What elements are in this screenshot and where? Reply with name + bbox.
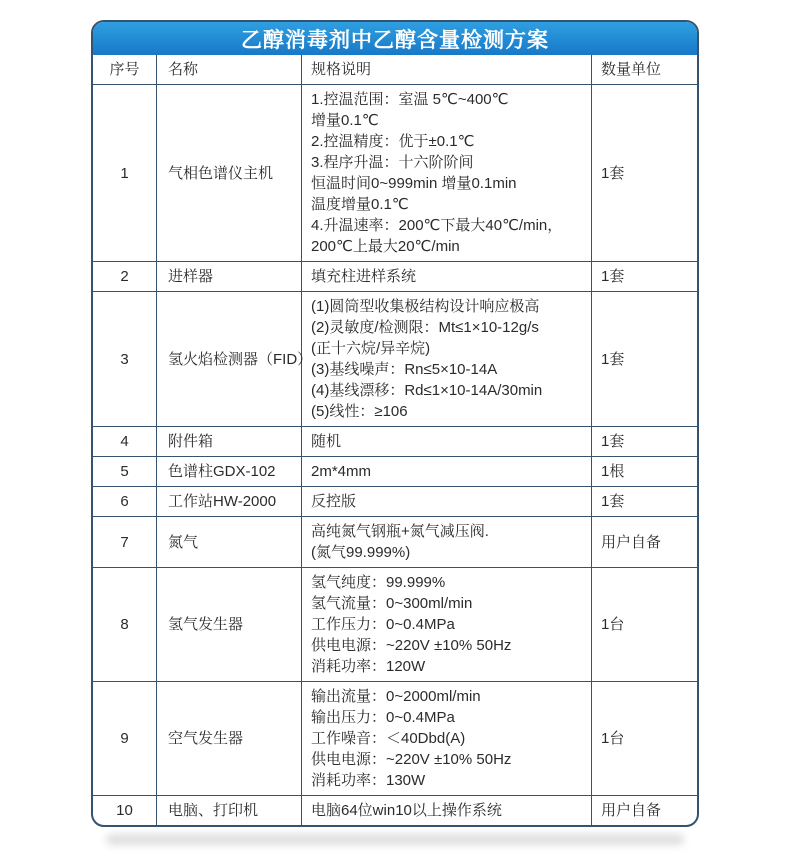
spec-line: 电脑64位win10以上操作系统 bbox=[311, 802, 502, 819]
row-qty-cell: 用户自备 bbox=[601, 802, 662, 819]
table-row bbox=[93, 456, 697, 486]
spec-line: 3.程序升温：十六阶阶间 bbox=[311, 154, 474, 171]
row-spec-cell bbox=[302, 487, 592, 516]
row-name-cell: 色谱柱GDX-102 bbox=[156, 457, 302, 486]
table-body bbox=[93, 84, 697, 825]
spec-line: 恒温时间0~999min 增量0.1min bbox=[311, 175, 517, 192]
table-row bbox=[93, 261, 697, 291]
spec-line: 增量0.1℃ bbox=[311, 112, 379, 129]
row-number-cell: 3 bbox=[120, 350, 129, 368]
spec-line: 供电电源：~220V ±10% 50Hz bbox=[311, 751, 512, 768]
spec-line: 2m*4mm bbox=[311, 463, 372, 480]
row-number-cell: 7 bbox=[120, 533, 129, 551]
table-row bbox=[93, 795, 697, 825]
row-qty-cell: 1根 bbox=[601, 463, 625, 480]
table-title: 乙醇消毒剂中乙醇含量检测方案 bbox=[93, 22, 697, 55]
row-spec-cell bbox=[302, 427, 592, 456]
row-name-cell: 氮气 bbox=[156, 517, 302, 567]
table-row bbox=[93, 291, 697, 426]
row-number-cell: 10 bbox=[116, 802, 133, 819]
spec-line: 工作压力：0~0.4MPa bbox=[311, 616, 455, 633]
table-row bbox=[93, 681, 697, 795]
row-spec-cell bbox=[302, 568, 592, 681]
spec-table bbox=[91, 20, 699, 827]
row-qty-cell: 1套 bbox=[601, 433, 625, 450]
row-name-cell: 工作站HW-2000 bbox=[156, 487, 302, 516]
row-qty-cell: 1台 bbox=[601, 730, 625, 747]
row-name-cell: 空气发生器 bbox=[156, 682, 302, 795]
spec-line: 氢气流量：0~300ml/min bbox=[311, 595, 473, 612]
table-row bbox=[93, 567, 697, 681]
row-spec-cell bbox=[302, 85, 592, 261]
spec-line: 高纯氮气钢瓶+氮气减压阀. bbox=[311, 523, 489, 540]
col-header-no: 序号 bbox=[109, 61, 140, 78]
spec-line: (3)基线噪声：Rn≤5×10-14A bbox=[311, 361, 498, 378]
row-number-cell: 6 bbox=[120, 493, 129, 510]
table-row bbox=[93, 516, 697, 567]
row-qty-cell: 1套 bbox=[601, 164, 625, 182]
row-qty-cell: 1套 bbox=[601, 493, 625, 510]
col-header-name: 名称 bbox=[156, 55, 302, 84]
col-header-qty: 数量单位 bbox=[601, 61, 662, 78]
spec-line: 随机 bbox=[311, 433, 342, 450]
spec-line: (4)基线漂移：Rd≤1×10-14A/30min bbox=[311, 382, 543, 399]
spec-line: 输出压力：0~0.4MPa bbox=[311, 709, 455, 726]
row-spec-cell bbox=[302, 457, 592, 486]
row-spec-cell bbox=[302, 262, 592, 291]
table-header-row bbox=[93, 55, 697, 84]
row-number-cell: 9 bbox=[120, 730, 129, 747]
row-qty-cell: 用户自备 bbox=[601, 533, 662, 551]
row-name-cell: 氢火焰检测器（FID） bbox=[156, 292, 302, 426]
spec-line: 1.控温范围：室温 5℃~400℃ bbox=[311, 91, 509, 108]
spec-line: 填充柱进样系统 bbox=[311, 268, 417, 285]
row-spec-cell bbox=[302, 796, 592, 825]
row-number-cell: 5 bbox=[120, 463, 129, 480]
col-header-spec: 规格说明 bbox=[302, 55, 592, 84]
row-spec-cell bbox=[302, 292, 592, 426]
row-name-cell: 电脑、打印机 bbox=[156, 796, 302, 825]
spec-line: 消耗功率：130W bbox=[311, 772, 426, 789]
spec-line: 供电电源：~220V ±10% 50Hz bbox=[311, 637, 512, 654]
table-row bbox=[93, 486, 697, 516]
table-row bbox=[93, 84, 697, 261]
spec-line: 反控版 bbox=[311, 493, 357, 510]
spec-line: 工作噪音：＜40Dbd(A) bbox=[311, 730, 466, 747]
spec-line: 输出流量：0~2000ml/min bbox=[311, 688, 481, 705]
spec-line: (氮气99.999%) bbox=[311, 544, 411, 561]
spec-line: 消耗功率：120W bbox=[311, 658, 426, 675]
row-number-cell: 1 bbox=[120, 164, 129, 182]
spec-line: (正十六烷/异辛烷) bbox=[311, 340, 431, 357]
row-name-cell: 进样器 bbox=[156, 262, 302, 291]
row-spec-cell bbox=[302, 517, 592, 567]
row-qty-cell: 1套 bbox=[601, 268, 625, 285]
row-number-cell: 2 bbox=[120, 268, 129, 285]
table-row bbox=[93, 426, 697, 456]
row-qty-cell: 1套 bbox=[601, 350, 625, 368]
row-name-cell: 气相色谱仪主机 bbox=[156, 85, 302, 261]
spec-line: 2.控温精度：优于±0.1℃ bbox=[311, 133, 475, 150]
row-name-cell: 氢气发生器 bbox=[156, 568, 302, 681]
spec-line: (2)灵敏度/检测限：Mt≤1×10-12g/s bbox=[311, 319, 539, 336]
spec-line: 温度增量0.1℃ bbox=[311, 196, 409, 213]
row-qty-cell: 1台 bbox=[601, 616, 625, 633]
spec-line: 200℃上最大20℃/min bbox=[311, 238, 460, 255]
row-name-cell: 附件箱 bbox=[156, 427, 302, 456]
row-spec-cell bbox=[302, 682, 592, 795]
row-number-cell: 8 bbox=[120, 616, 129, 633]
spec-line: 4.升温速率：200℃下最大40℃/min， bbox=[311, 217, 563, 234]
spec-line: (5)线性：≥106 bbox=[311, 403, 408, 420]
spec-line: (1)圆筒型收集极结构设计响应极高 bbox=[311, 298, 540, 315]
spec-line: 氢气纯度：99.999% bbox=[311, 574, 446, 591]
row-number-cell: 4 bbox=[120, 433, 129, 450]
